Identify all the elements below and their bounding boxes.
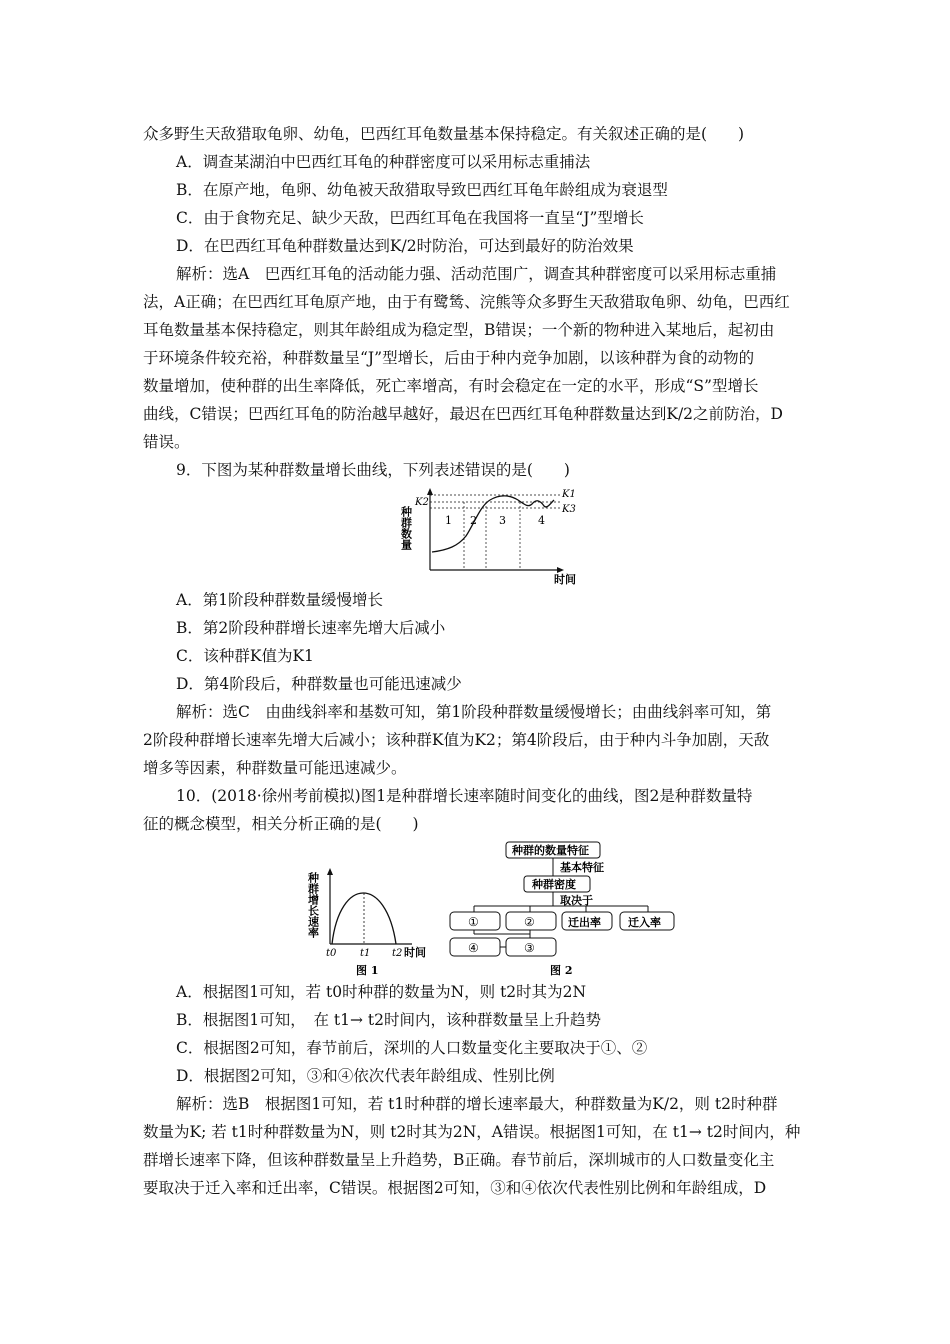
q9-option-c: C．该种群K值为K1 [176, 647, 314, 665]
q10-figure-1-growth-rate [300, 866, 440, 978]
q9-option-d: D．第4阶段后，种群数量也可能迅速减少 [176, 675, 462, 693]
k1-label: K1 [562, 489, 576, 500]
q10-option-b: B．根据图1可知， 在 t1→ t2时间内，该种群数量呈上升趋势 [176, 1011, 602, 1029]
y-axis-label: 种群增长速率 [306, 872, 320, 938]
t2-label: t2 [392, 948, 403, 959]
figure-1-caption: 图 1 [356, 964, 379, 977]
x-axis-label: 时间 [554, 573, 576, 586]
y-axis-arrow [427, 488, 433, 495]
q10-analysis-line: 要取决于迁入率和迁出率，C错误。根据图2可知，③和④依次代表性别比例和年龄组成，D [143, 1179, 767, 1197]
q10-option-d: D．根据图2可知，③和④依次代表年龄组成、性别比例 [176, 1067, 555, 1085]
box-4-label: ④ [468, 941, 479, 955]
k3-label: K3 [562, 504, 576, 515]
depends-label: 取决于 [560, 894, 593, 907]
q8-stem: 众多野生天敌猎取龟卵、幼龟，巴西红耳龟数量基本保持稳定。有关叙述正确的是( ) [143, 125, 745, 143]
q9-option-b: B．第2阶段种群增长速率先增大后减小 [176, 619, 446, 637]
q10-option-c: C．根据图2可知，春节前后，深圳的人口数量变化主要取决于①、② [176, 1039, 648, 1057]
q8-analysis-line: 法，A正确；在巴西红耳龟原产地，由于有鹭鸶、浣熊等众多野生天敌猎取龟卵、幼龟，巴西红 [143, 293, 790, 311]
q10-analysis-line: 群增长速率下降，但该种群数量呈上升趋势，B正确。春节前后，深圳城市的人口数量变化主 [143, 1151, 775, 1169]
q8-analysis-line: 解析：选A 巴西红耳龟的活动能力强、活动范围广，调查其种群密度可以采用标志重捕 [176, 265, 777, 283]
q8-option-c: C．由于食物充足、缺少天敌，巴西红耳龟在我国将一直呈“J”型增长 [176, 209, 644, 227]
figure-2-caption: 图 2 [550, 964, 573, 977]
q8-analysis-line: 耳龟数量基本保持稳定，则其年龄组成为稳定型，B错误；一个新的物种进入某地后，起初由 [143, 321, 775, 339]
q9-analysis-line: 增多等因素，种群数量可能迅速减少。 [143, 759, 407, 777]
stage-label-1: 1 [445, 514, 452, 527]
stage-label-2: 2 [470, 514, 477, 527]
q10-figure-2-concept-model [446, 840, 706, 980]
box-1-label: ① [468, 915, 479, 929]
q8-analysis-line: 曲线，C错误；巴西红耳龟的防治越早越好，最迟在巴西红耳龟种群数量达到K/2之前防治，D [143, 405, 783, 423]
t1-label: t1 [360, 948, 371, 959]
q10-option-a: A．根据图1可知，若 t0时种群的数量为N，则 t2时其为2N [176, 983, 587, 1001]
box-3-label: ③ [524, 941, 535, 955]
stage-label-4: 4 [538, 514, 545, 527]
t0-label: t0 [326, 948, 337, 959]
y-axis-arrow [327, 868, 333, 875]
box-emigration-label: 迁出率 [568, 916, 601, 929]
q8-analysis-line: 数量增加，使种群的出生率降低，死亡率增高，有时会稳定在一定的水平，形成“S”型增长 [143, 377, 759, 395]
q10-stem-line: 征的概念模型，相关分析正确的是( ) [143, 815, 419, 833]
q8-option-a: A．调查某湖泊中巴西红耳龟的种群密度可以采用标志重捕法 [176, 153, 591, 171]
q9-option-a: A．第1阶段种群数量缓慢增长 [176, 591, 384, 609]
density-box-label: 种群密度 [532, 878, 576, 891]
basic-feature-label: 基本特征 [560, 861, 604, 874]
q8-option-d: D．在巴西红耳龟种群数量达到K/2时防治，可达到最好的防治效果 [176, 237, 634, 255]
box-2-label: ② [524, 915, 535, 929]
q9-population-curve-figure [368, 486, 588, 586]
q10-stem-line: 10．(2018·徐州考前模拟)图1是种群增长速率随时间变化的曲线，图2是种群数量特 [176, 787, 753, 805]
x-axis-label: 时间 [404, 946, 426, 959]
q9-analysis-line: 2阶段种群增长速率先增大后减小；该种群K值为K2；第4阶段后，由于种内斗争加剧，天敌 [143, 731, 770, 749]
q8-option-b: B．在原产地，龟卵、幼龟被天敌猎取导致巴西红耳龟年龄组成为衰退型 [176, 181, 668, 199]
top-box-label: 种群的数量特征 [512, 844, 589, 857]
q8-analysis-line: 于环境条件较充裕，种群数量呈“J”型增长，后由于种内竞争加剧，以该种群为食的动物的 [143, 349, 755, 367]
q10-analysis-line: 数量为K; 若 t1时种群数量为N，则 t2时其为2N，A错误。根据图1可知，在 t1→ t2时间内，种 [143, 1123, 801, 1141]
q9-stem: 9．下图为某种群数量增长曲线，下列表述错误的是( ) [176, 461, 570, 479]
stage-label-3: 3 [499, 514, 506, 527]
q10-analysis-line: 解析：选B 根据图1可知，若 t1时种群的增长速率最大，种群数量为K/2，则 t2时种群 [176, 1095, 778, 1113]
q9-analysis-line: 解析：选C 由曲线斜率和基数可知，第1阶段种群数量缓慢增长；由曲线斜率可知，第 [176, 703, 772, 721]
box-immigration-label: 迁入率 [628, 916, 661, 929]
y-axis-label: 种群数量 [399, 506, 413, 550]
q8-analysis-line: 错误。 [143, 433, 190, 451]
k2-label: K2 [415, 497, 429, 508]
